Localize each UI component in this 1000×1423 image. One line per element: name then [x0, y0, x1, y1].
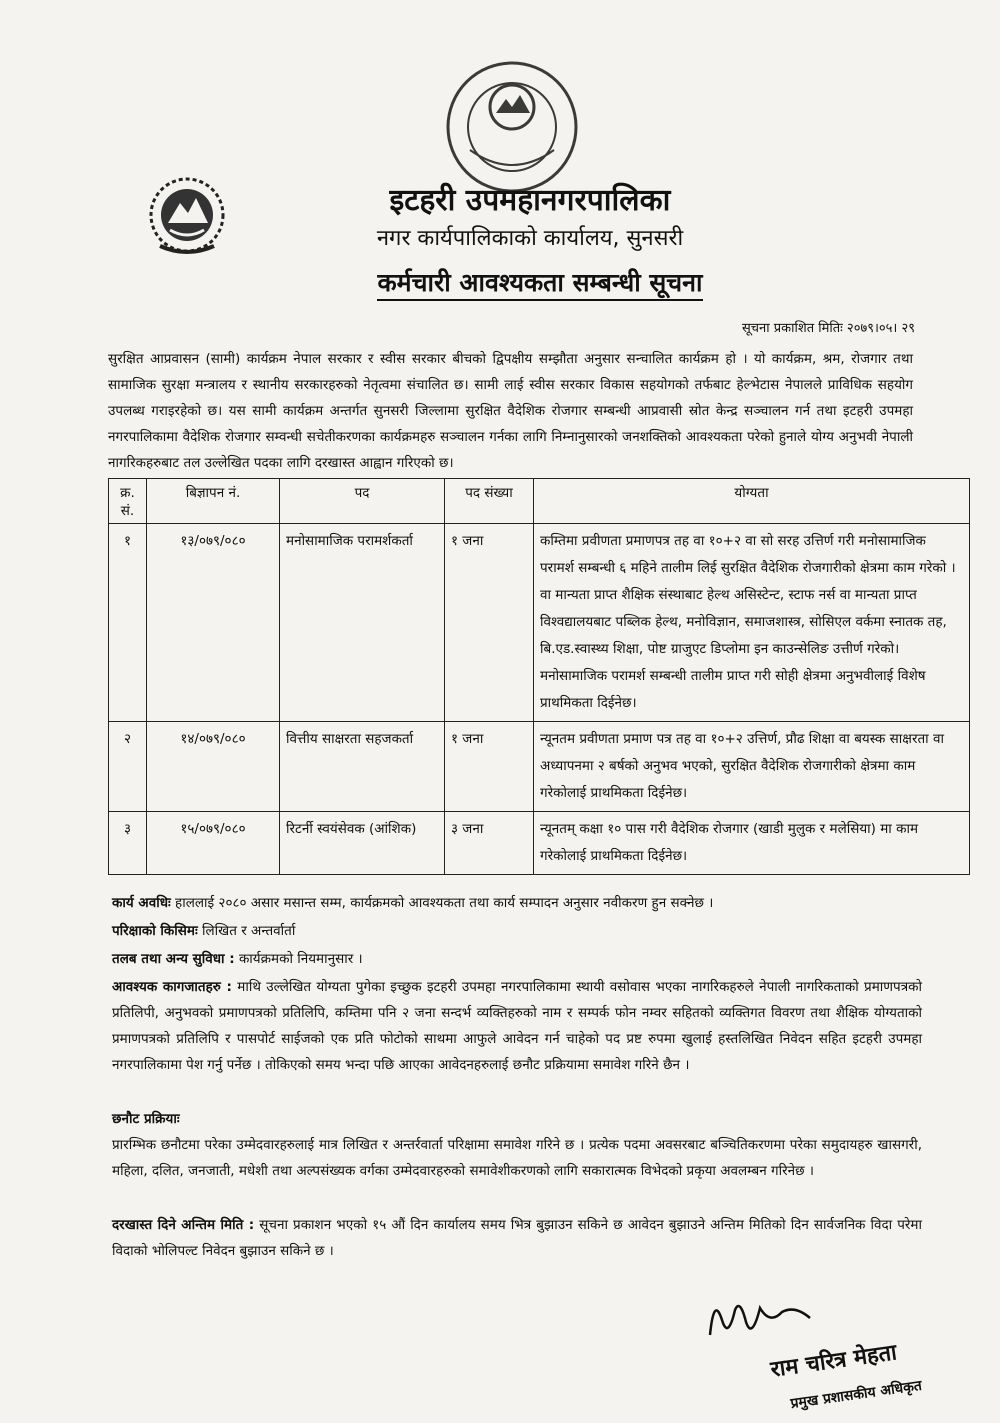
- row-qualification: [534, 812, 970, 875]
- row-ad-no: १४/०७९/०८०: [147, 722, 280, 812]
- row-count: १ जना: [445, 722, 534, 812]
- work-duration-label: कार्य अवधिः: [112, 895, 171, 911]
- salary-label: तलब तथा अन्य सुविधा :: [112, 951, 235, 967]
- signatory-title: प्रमुख प्रशासकीय अधिकृत: [789, 1377, 923, 1413]
- row-count: ३ जना: [445, 812, 534, 875]
- col-count: पद संख्या: [445, 479, 534, 524]
- row-ad-no: १५/०७९/०८०: [147, 812, 280, 875]
- row-post: वित्तीय साक्षरता सहजकर्ता: [280, 722, 445, 812]
- table-row: [109, 812, 970, 875]
- notice-title-text: कर्मचारी आवश्यकता सम्बन्धी सूचना: [377, 268, 702, 301]
- intro-paragraph: सुरक्षित आप्रवासन (सामी) कार्यक्रम नेपाल सरकार र स्वीस सरकार बीचको द्विपक्षीय सम्झौता अनुसार सन्चालित कार्यक्रम हो । यो कार्यक्रम, श्रम, रोजगार तथा सामाजिक सुरक्षा मन्त्रालय र स्थानीय सरकारहरुको नेतृत्वमा संचालित छ। सामी लाई स्वीस सरकार विकास सहयोगको तर्फबाट हेल्भेटास नेपालले प्राविधिक सहयोग उपलब्ध गराइरहेको छ। यस सामी कार्यक्रम अन्तर्गत सुनसरी जिल्लामा सुरक्षित वैदेशिक रोजगार सम्बन्धी आप्रवासी स्रोत केन्द्र सञ्चालन गर्न तथा इटहरी उपमहा नगरपालिकामा वैदेशिक रोजगार सम्वन्धी सचेतीकरणका कार्यक्रमहरु सञ्चालन गर्नका लागि निम्नानुसारको जनशक्तिको आवश्यकता परेको हुनाले योग्य अनुभवी नेपाली नागरिकहरुबाट तल उल्लेखित पदका लागि दरखास्त आह्वान गरिएको छ।: [108, 351, 913, 471]
- signatory-name: राम चरित्र मेहता: [769, 1340, 899, 1383]
- table-header-row: [109, 479, 970, 524]
- vacancy-table: [108, 478, 970, 875]
- col-post: पद: [280, 479, 445, 524]
- exam-type: [112, 918, 922, 944]
- signature-scribble: [700, 1290, 820, 1350]
- documents-label: आवश्यक कागजातहरु :: [112, 979, 232, 995]
- table-row: [109, 524, 970, 722]
- selection-process-text: प्रारम्भिक छनौटमा परेका उम्मेदवारहरुलाई मात्र लिखित र अन्तर्रवार्ता परिक्षामा समावेश गरिने छ । प्रत्येक पदमा अवसरबाट बञ्चितिकरणमा परेका समुदायहरु खासगरी, महिला, दलित, जनजाती, मधेशी तथा अल्पसंख्यक वर्गका उम्मेदवारहरुको समावेशीकरणको लागि सकारात्मक विभेदको प्रकृया अवलम्बन गरिनेछ ।: [112, 1137, 922, 1179]
- qualification-text: कम्तिमा प्रवीणता प्रमाणपत्र तह वा १०+२ वा सो सरह उत्तिर्ण गरी मनोसामाजिक परामर्श सम्बन्धी ६ महिने तालीम लिई सुरक्षित वैदेशिक रोजगारीको क्षेत्रमा काम गरेको । वा मान्यता प्राप्त शैक्षिक संस्थाबाट हेल्थ असिस्टेन्ट, स्टाफ नर्स वा मान्यता प्राप्त विश्वद्यालयबाट पब्लिक हेल्थ, मनोविज्ञान, समाजशास्त्र, सोसिएल वर्कमा स्नातक तह, बि.एड.स्वास्थ्य शिक्षा, पोष्ट ग्राजुएट डिप्लोमा इन काउन्सेलिङ उत्तीर्ण गरेको।: [540, 533, 956, 657]
- documents-text: माथि उल्लेखित योग्यता पुगेका इच्छुक इटहरी उपमहा नगरपालिकामा स्थायी वसोवास भएका नागरिकहरुले नेपाली नागरिकताको प्रमाणपत्रको प्रतिलिपी, अनुभवको प्रमाणपत्रको प्रतिलिपि, कम्तिमा पनि २ जना सन्दर्भ व्यक्तिहरुको नाम र सम्पर्क फोन नम्वर सहितको व्यक्तिगत विवरण तथा शैक्षिक योग्यताको प्रमाणपत्रको प्रतिलिपि र पासपोर्ट साईजको एक प्रति फोटोको साथमा आफुले आवेदन गर्न चाहेको पद प्रष्ट रुपमा खुलाई हस्तलिखित निवेदन सहित इटहरी उपमहा नगरपालिकामा पेश गर्नु पर्नेछ । तोकिएको समय भन्दा पछि आएका आवेदनहरुलाई छनौट प्रक्रियामा समावेश गरिने छैन ।: [112, 979, 923, 1073]
- table-row: [109, 722, 970, 812]
- qualification-text: न्यूनतम् कक्षा १० पास गरी वैदेशिक रोजगार (खाडी मुलुक र मलेसिया) मा काम गरेकोलाई प्राथमिकता दिईनेछ।: [540, 821, 919, 864]
- application-deadline: [112, 1212, 922, 1264]
- salary-benefits: [112, 946, 922, 972]
- organization-name: इटहरी उपमहानगरपालिका: [389, 183, 671, 218]
- row-post: रिटर्नी स्वयंसेवक (आंशिक): [280, 812, 445, 875]
- salary-text: कार्यक्रमको नियमानुसार ।: [238, 951, 363, 967]
- col-qualification: योग्यता: [534, 479, 970, 524]
- col-ad-no: बिज्ञापन नं.: [147, 479, 280, 524]
- required-documents: [112, 974, 922, 1078]
- exam-type-text: लिखित र अन्तर्वार्ता: [202, 923, 296, 939]
- row-sn: ३: [109, 812, 147, 875]
- deadline-label: दरखास्त दिने अन्तिम मिति :: [112, 1217, 255, 1233]
- qualification-note: मनोसामाजिक परामर्श सम्बन्धी तालीम प्राप्त गरी सोही क्षेत्रमा अनुभवीलाई विशेष प्राथमिकता दिईनेछ।: [540, 668, 926, 711]
- col-sn: क्र. सं.: [109, 479, 147, 524]
- row-qualification: [534, 722, 970, 812]
- selection-process-label: छनौट प्रक्रियाः: [112, 1111, 180, 1127]
- qualification-text: न्यूनतम प्रवीणता प्रमाण पत्र तह वा १०+२ उत्तिर्ण, प्रौढ शिक्षा वा बयस्क साक्षरता वा अध्यापनमा २ बर्षको अनुभव भएको, सुरक्षित वैदेशिक रोजगारीको क्षेत्रमा काम गरेकोलाई प्राथमिकता दिईनेछ।: [540, 731, 944, 801]
- exam-type-label: परिक्षाको किसिमः: [112, 923, 198, 939]
- published-date: सूचना प्रकाशित मितिः २०७९।०५। २९: [742, 321, 915, 336]
- row-post: मनोसामाजिक परामर्शकर्ता: [280, 524, 445, 722]
- row-sn: २: [109, 722, 147, 812]
- row-ad-no: १३/०७९/०८०: [147, 524, 280, 722]
- office-name: नगर कार्यपालिकाको कार्यालय, सुनसरी: [376, 226, 684, 251]
- row-count: १ जना: [445, 524, 534, 722]
- work-duration: [112, 890, 922, 916]
- deadline-text: सूचना प्रकाशन भएको १५ औं दिन कार्यालय समय भित्र बुझाउन सकिने छ आवेदन बुझाउने अन्तिम मितिको दिन सार्वजनिक विदा परेमा विदाको भोलिपल्ट निवेदन बुझाउन सकिने छ ।: [112, 1217, 923, 1259]
- row-qualification: [534, 524, 970, 722]
- notice-title: [40, 265, 1000, 299]
- row-sn: १: [109, 524, 147, 722]
- work-duration-text: हाललाई २०८० असार मसान्त सम्म, कार्यक्रमको आवश्यकता तथा कार्य सम्पादन अनुसार नवीकरण हुन सक्नेछ ।: [175, 895, 714, 911]
